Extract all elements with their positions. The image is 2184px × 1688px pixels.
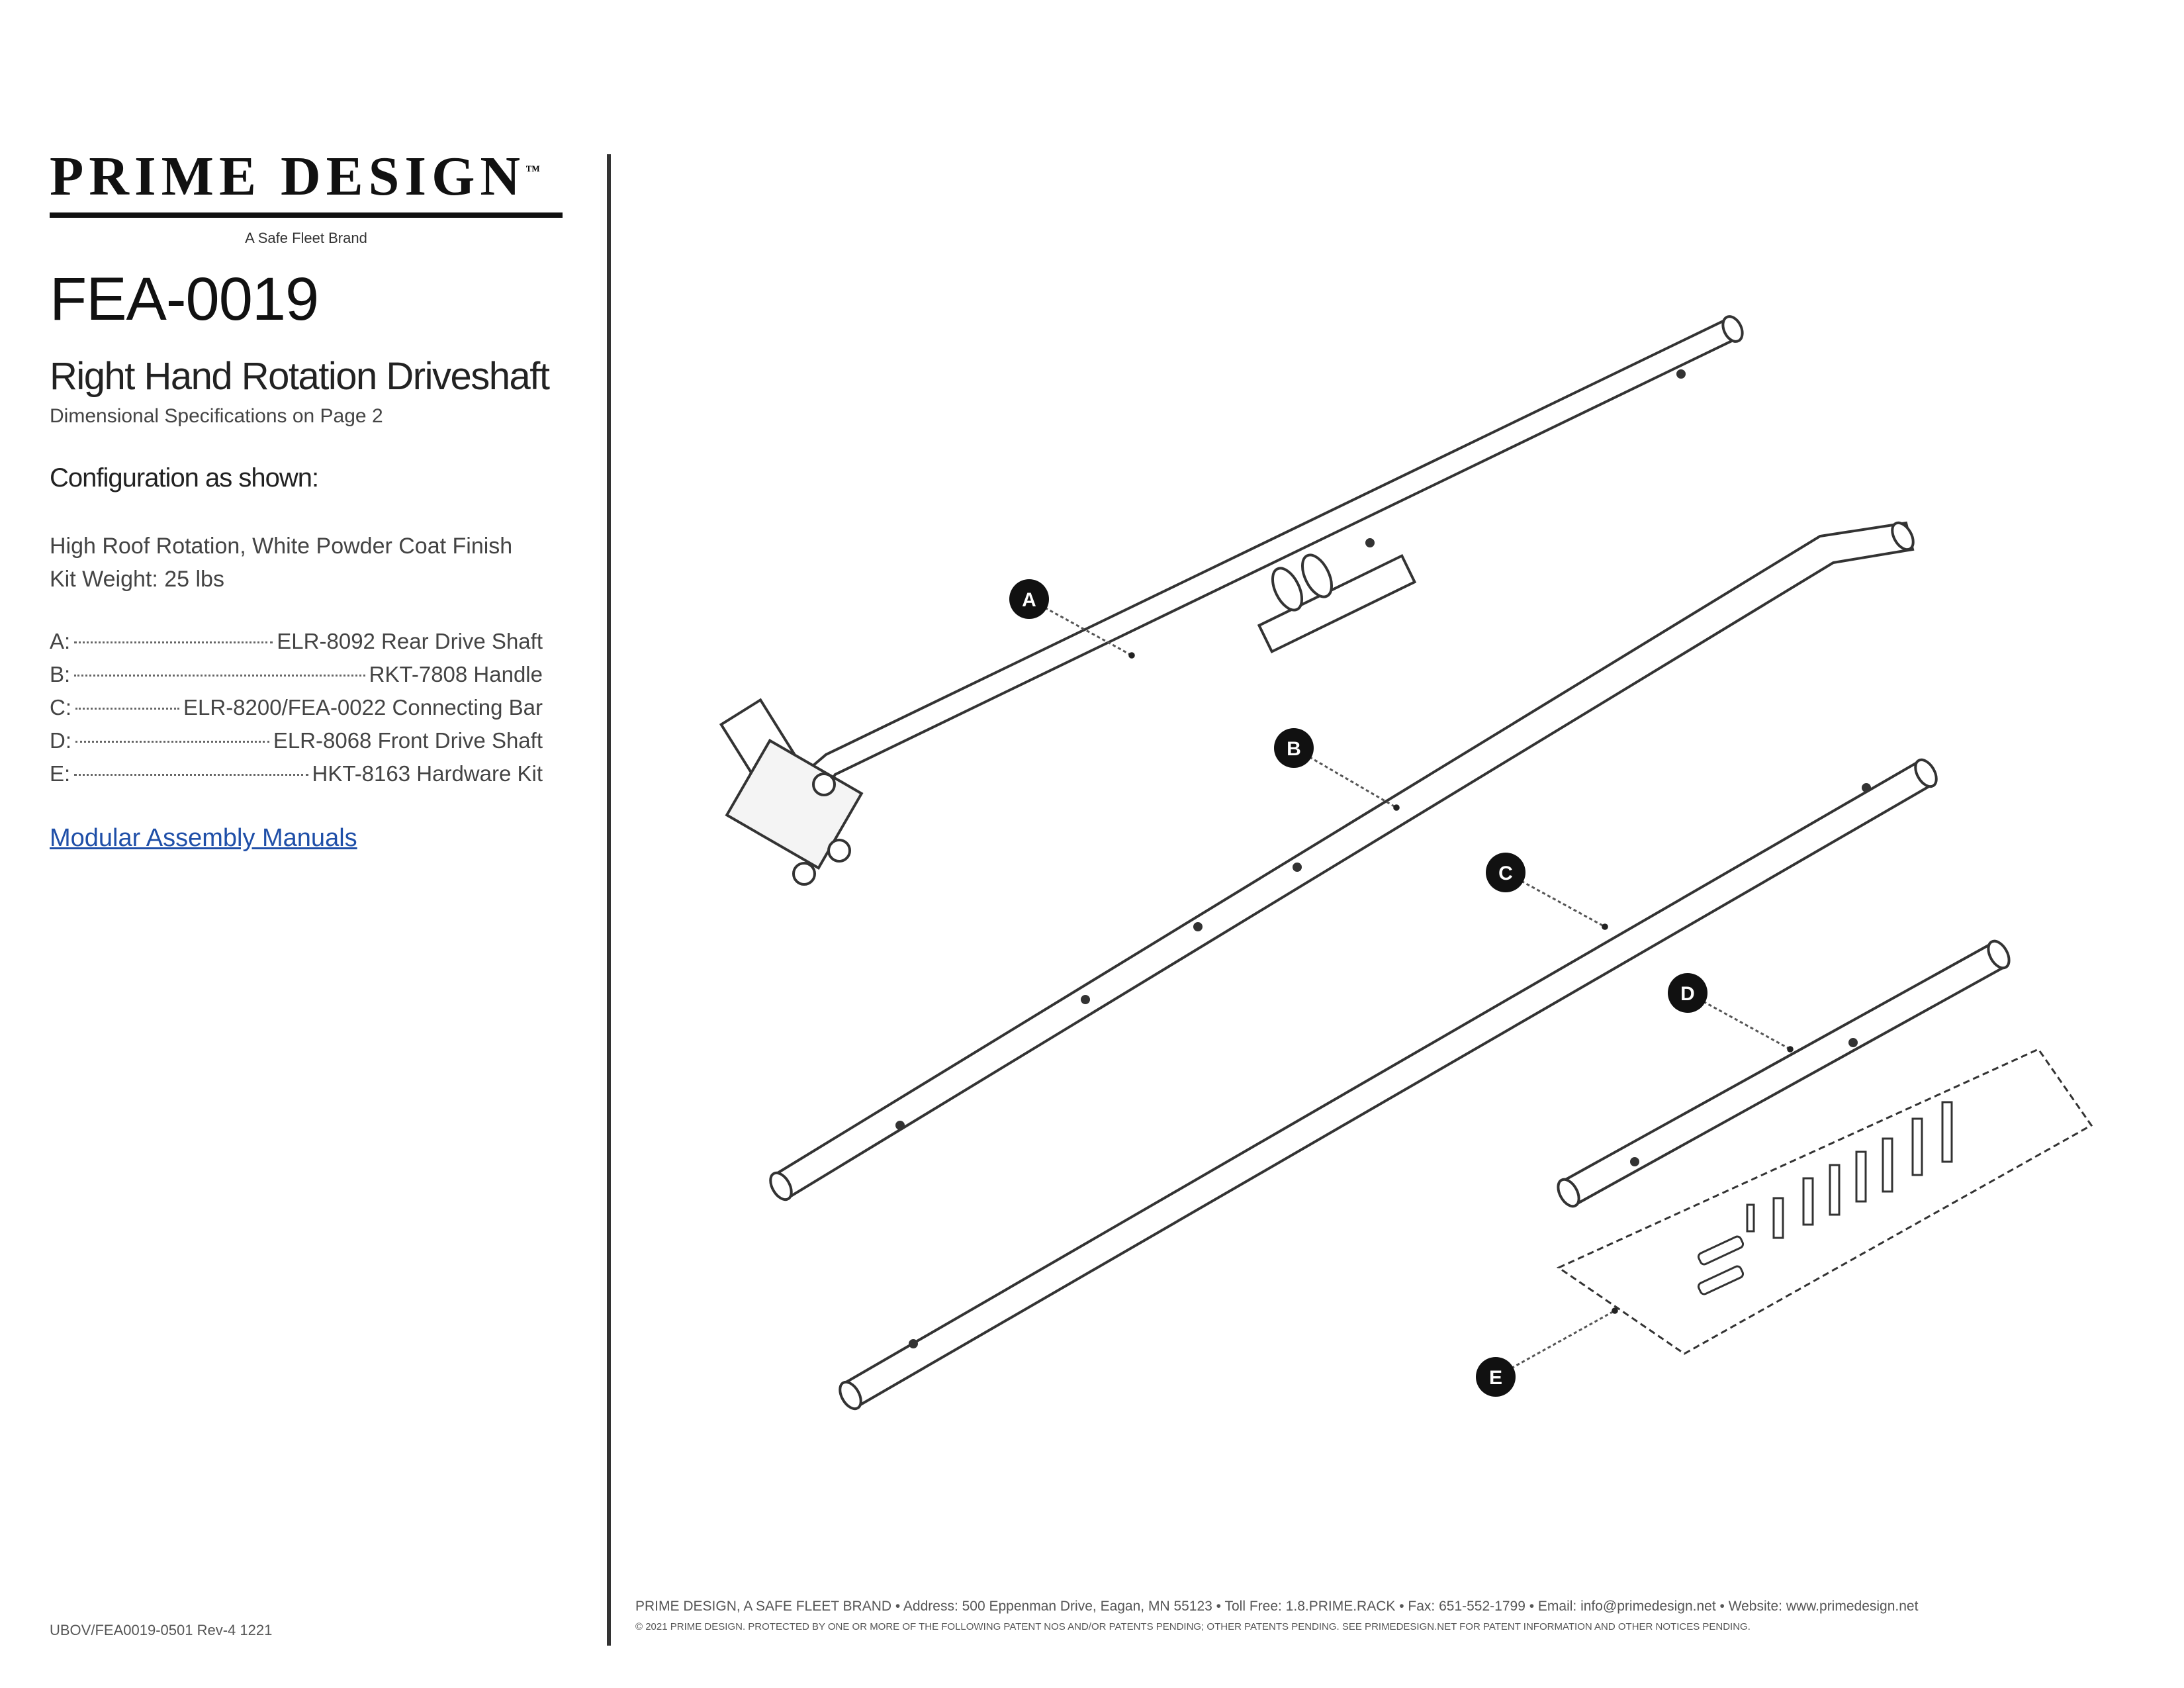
leader-dots bbox=[75, 708, 179, 710]
logo-underline bbox=[50, 212, 563, 218]
parts-list bbox=[50, 629, 543, 794]
document-subtitle: Dimensional Specifications on Page 2 bbox=[50, 405, 383, 427]
callout-a-label: A bbox=[1022, 589, 1036, 611]
configuration-weight: Kit Weight: 25 lbs bbox=[50, 567, 224, 592]
part-letter: B: bbox=[50, 662, 71, 686]
callout-d bbox=[1668, 973, 1790, 1049]
rear-drive-shaft-part bbox=[721, 313, 1747, 884]
trademark-symbol: ™ bbox=[525, 162, 546, 179]
parts-list-item bbox=[50, 629, 543, 662]
leader-dots bbox=[74, 675, 365, 677]
leader-dots bbox=[74, 774, 308, 776]
part-description: RKT-7808 Handle bbox=[369, 662, 543, 686]
footer-contact: PRIME DESIGN, A SAFE FLEET BRAND • Address: 500 Eppenman Drive, Eagan, MN 55123 • Toll Free: 1.8.PRIME.RACK • Fax: 651-552-1799 • Email: info@primedesign.net • Website: www.primedesign.net bbox=[635, 1599, 1919, 1614]
parts-list-item bbox=[50, 662, 543, 695]
callout-e bbox=[1476, 1311, 1615, 1397]
callout-b bbox=[1274, 728, 1396, 808]
document-id: FEA-0019 bbox=[50, 265, 319, 333]
front-drive-shaft-part bbox=[1554, 937, 2013, 1209]
part-letter: E: bbox=[50, 761, 71, 786]
info-panel bbox=[0, 0, 596, 1688]
part-description: ELR-8068 Front Drive Shaft bbox=[273, 728, 543, 753]
hardware-kit-part bbox=[1559, 1049, 2091, 1354]
callout-c-label: C bbox=[1498, 863, 1513, 884]
configuration-details bbox=[50, 530, 512, 596]
configuration-heading: Configuration as shown: bbox=[50, 463, 319, 492]
vertical-divider bbox=[607, 154, 611, 1646]
configuration-finish: High Roof Rotation, White Powder Coat Finish bbox=[50, 534, 513, 559]
modular-assembly-manuals-link[interactable]: Modular Assembly Manuals bbox=[50, 824, 357, 852]
parts-list-item bbox=[50, 728, 543, 761]
exploded-parts-diagram bbox=[615, 0, 2184, 1602]
part-description: HKT-8163 Hardware Kit bbox=[312, 761, 543, 786]
parts-list-item bbox=[50, 761, 543, 794]
prime-design-logo bbox=[50, 146, 563, 247]
part-letter: A: bbox=[50, 629, 71, 653]
page-footer bbox=[635, 1599, 2144, 1632]
logo-wordmark: PRIME DESIGN bbox=[50, 146, 526, 207]
footer-legal: © 2021 PRIME DESIGN. PROTECTED BY ONE OR MORE OF THE FOLLOWING PATENT NOS AND/OR PATENTS PENDING; OTHER PATENTS PENDING. SEE PRIMEDESIGN.NET FOR PATENT INFORMATION AND OTHER NOTICES PENDING. bbox=[635, 1621, 1751, 1632]
part-letter: C: bbox=[50, 695, 71, 720]
callout-e-label: E bbox=[1488, 1367, 1503, 1389]
callout-b-label: B bbox=[1287, 738, 1301, 760]
logo-tagline: A Safe Fleet Brand bbox=[245, 230, 367, 246]
part-letter: D: bbox=[50, 728, 71, 753]
part-description: ELR-8200/FEA-0022 Connecting Bar bbox=[183, 695, 543, 720]
callout-c bbox=[1486, 853, 1605, 927]
leader-dots bbox=[74, 641, 273, 643]
leader-dots bbox=[75, 741, 269, 743]
document-code: UBOV/FEA0019-0501 Rev-4 1221 bbox=[50, 1622, 273, 1638]
document-title: Right Hand Rotation Driveshaft bbox=[50, 355, 549, 398]
callout-d-label: D bbox=[1680, 983, 1695, 1005]
part-description: ELR-8092 Rear Drive Shaft bbox=[277, 629, 543, 653]
parts-list-item bbox=[50, 695, 543, 728]
